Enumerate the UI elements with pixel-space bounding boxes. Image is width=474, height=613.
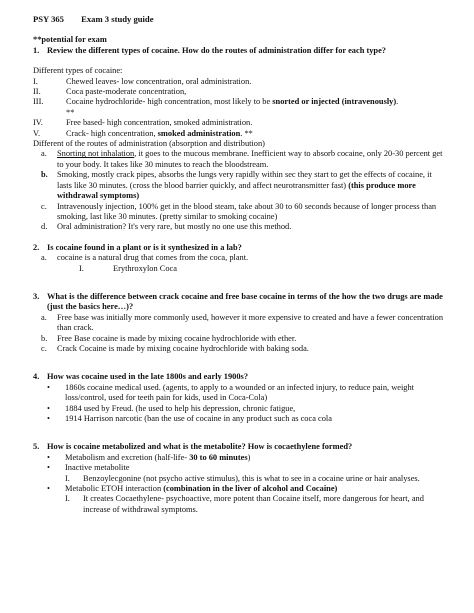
list-item: c. Crack Cocaine is made by mixing cocaine hydrochloride with baking soda. [41,343,309,353]
question-text: Is cocaine found in a plant or is it synthesized in a lab? [47,242,242,252]
bullet-icon: • [47,484,50,494]
question-text: What is the difference between crack cocaine and free base cocaine in terms of the how the two drugs are made (just the basics here…)? [47,291,443,312]
types-heading: Different types of cocaine: [33,66,123,76]
bullet-icon: • [47,414,50,423]
bullet-icon: • [47,452,50,462]
question-number: 4. [33,372,40,382]
document-title: Exam 3 study guide [81,14,154,24]
list-item: • Metabolism and excretion (half-life- 30 to 60 minutes) [47,452,251,462]
list-item-continuation: ** [66,107,75,117]
question-1 [33,46,448,56]
question-text: Review the different types of cocaine. How do the routes of administration differ for each type? [47,45,386,55]
list-item: • 1884 used by Freud. (he used to help his depression, chronic fatigue, [47,403,296,413]
list-item: IV. Free based- high concentration, smoked administration. [33,118,253,128]
question-3 [33,292,448,313]
list-item: b. Free Base cocaine is made by mixing cocaine hydrochloride with ether. [41,333,297,343]
potential-note: **potential for exam [33,35,107,45]
list-item: a. cocaine is a natural drug that comes from the coca, plant. [41,253,249,263]
list-item: c. Intravenously injection, 100% get in the blood steam, take about 30 to 60 seconds because of longer process than smoking, last like 30 minutes. (pretty similar to smoking cocaine) [41,201,437,221]
list-item: I. Chewed leaves- low concentration, oral administration. [33,76,252,86]
question-number: 3. [33,291,40,301]
list-item: • 1914 Harrison narcotic (ban the use of cocaine in any product such as coca cola [47,414,332,423]
list-item: I. It creates Cocaethylene- psychoactive, more potent than Cocaine itself, more dangerous for heart, and increase of withdrawal symptoms. [65,494,424,514]
bullet-icon: • [47,382,50,392]
list-item: a. Snorting not inhalation, it goes to the mucous membrane. Inefficient way to absorb cocaine, only 20-30 percent get to your body. It takes like 30 minutes to reach the bloodstream. [41,149,443,169]
list-item: • Inactive metabolite [47,463,130,473]
course-code: PSY 365 [33,14,64,24]
list-item: I. Benzoylecgonine (not psycho active stimulus), this is what to see in a cocaine urine or hair analyses. [65,473,420,483]
list-item: a. Free base was initially more commonly used, however it more expensive to created and have a fewer concentration than crack. [41,312,444,333]
list-item: • 1860s cocaine medical used. (agents, to apply to a wounded or an infected injury, to reduce pain, weight loss/control, used for teeth pain for kids, used in Coca-Cola) [47,382,415,403]
bullet-icon: • [47,403,50,413]
question-text: How was cocaine used in the late 1800s and early 1900s? [47,372,248,382]
list-item: I. Erythroxylon Coca [79,263,177,273]
question-number: 1. [33,45,40,55]
question-number: 2. [33,242,40,252]
bullet-icon: • [47,463,50,473]
question-text: How is cocaine metabolized and what is the metabolite? How is cocaethylene formed? [47,442,353,452]
document-header [33,14,448,24]
list-item: d. Oral administration? It's very rare, but mostly no one use this method. [41,222,292,232]
list-item: II. Coca paste-moderate concentration, [33,87,187,97]
list-item: III. Cocaine hydrochloride- high concentration, most likely to be snorted or injected (intravenously). [33,97,399,107]
list-item: • Metabolic ETOH interaction (combination in the liver of alcohol and Cocaine) [47,484,338,494]
routes-heading: Different of the routes of administration (absorption and distribution) [33,139,265,149]
list-item: V. Crack- high concentration, smoked administration. ** [33,128,253,138]
list-item: b. Smoking, mostly crack pipes, absorbs the lungs very rapidly within sec they start to get the effects of cocaine, it lasts like 30 minutes. (cross the blood barrier quickly, and affect neurotransmitter fast) (this produce more withdrawal symptoms) [41,170,432,201]
question-number: 5. [33,442,40,452]
question-5 [33,442,448,452]
question-4 [33,372,448,382]
question-2 [33,243,448,253]
